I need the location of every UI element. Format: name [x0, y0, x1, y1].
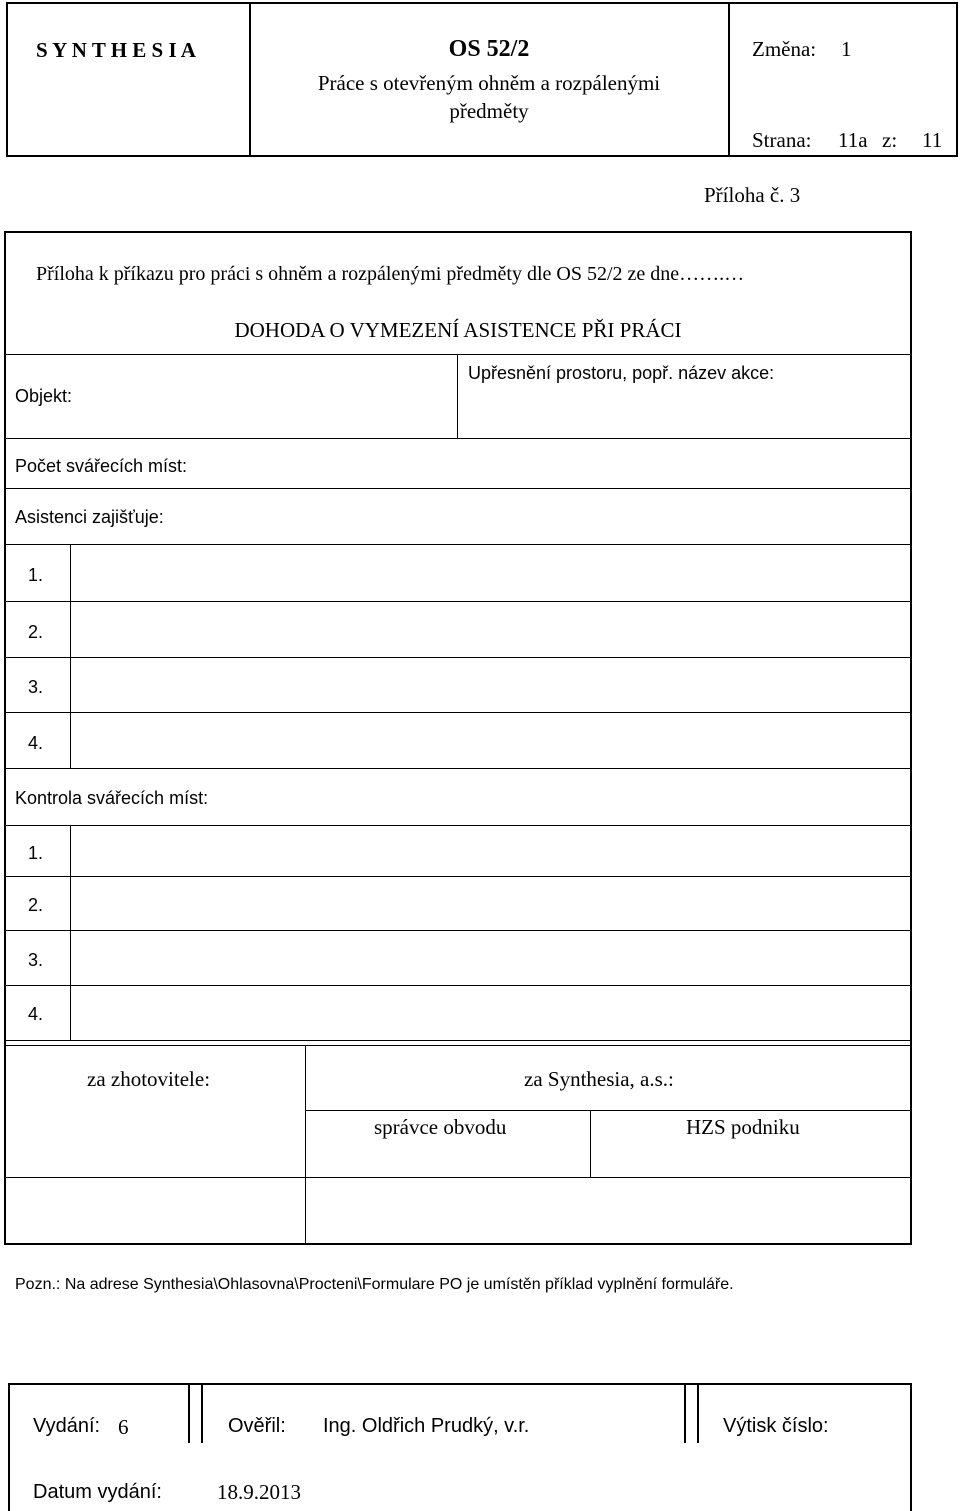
signature-divider	[305, 1045, 306, 1244]
note	[15, 1276, 734, 1294]
assistance-row-number: 4.	[28, 733, 44, 753]
check-row-number: 4.	[28, 1004, 44, 1024]
row-divider	[5, 354, 911, 355]
attachment-label: Příloha č. 3	[704, 183, 801, 207]
synthesia-label: za Synthesia, a.s.:	[524, 1067, 674, 1091]
row-divider	[5, 1040, 911, 1041]
row-divider	[5, 985, 911, 986]
issue-value: 6	[118, 1415, 129, 1439]
row-divider	[5, 488, 911, 489]
page-of-label: z:	[882, 128, 898, 152]
assistance-label: Asistenci zajišťuje:	[15, 507, 164, 527]
copy-number-label: Výtisk číslo:	[723, 1415, 829, 1437]
row-divider	[5, 438, 911, 439]
check-row-number: 2.	[28, 895, 44, 915]
row-divider	[305, 1110, 911, 1111]
welding-count-label: Počet svářecích míst:	[15, 456, 188, 476]
assistance-row-number: 2.	[28, 622, 44, 642]
form-intro: Příloha k příkazu pro práci s ohněm a rozpálenými předměty dle OS 52/2 ze dne…….…	[36, 263, 745, 285]
issue-date-value: 18.9.2013	[217, 1480, 301, 1504]
row-divider	[5, 544, 911, 545]
signature-divider	[590, 1110, 591, 1177]
issue-label: Vydání:	[33, 1415, 101, 1437]
note-prefix: Pozn.:	[15, 1276, 61, 1293]
page-label: Strana:	[752, 128, 812, 152]
form-title: DOHODA O VYMEZENÍ ASISTENCE PŘI PRÁCI	[234, 318, 682, 342]
footer-divider	[697, 1383, 699, 1443]
row-divider	[5, 1045, 911, 1046]
document-code: OS 52/2	[448, 36, 530, 62]
document-title-line2: předměty	[449, 99, 529, 123]
number-column-divider	[70, 825, 71, 1040]
footer-divider	[188, 1383, 190, 1443]
verified-label: Ověřil:	[228, 1415, 286, 1437]
row-divider	[5, 601, 911, 602]
verified-value: Ing. Oldřich Prudký, v.r.	[323, 1415, 530, 1437]
page-value: 11a	[838, 128, 868, 152]
space-label: Upřesnění prostoru, popř. název akce:	[468, 363, 775, 383]
row-divider	[5, 825, 911, 826]
row-divider	[5, 657, 911, 658]
form-box	[4, 231, 912, 1245]
row-divider	[5, 930, 911, 931]
circuit-admin-label: správce obvodu	[374, 1115, 507, 1139]
footer-divider	[201, 1383, 203, 1443]
check-row-number: 1.	[28, 843, 44, 863]
row-divider	[5, 768, 911, 769]
object-label: Objekt:	[15, 386, 73, 406]
row-divider	[5, 876, 911, 877]
row-divider	[5, 712, 911, 713]
note-text: Na adrese Synthesia\Ohlasovna\Procteni\Formulare PO je umístěn příklad vyplnění formuláře.	[64, 1276, 734, 1293]
issue-date-label: Datum vydání:	[33, 1481, 162, 1503]
fire-brigade-label: HZS podniku	[686, 1115, 800, 1139]
company-name: S Y N T H E S I A	[36, 38, 196, 62]
header-divider	[728, 2, 730, 157]
check-label: Kontrola svářecích míst:	[15, 788, 209, 808]
change-label: Změna:	[752, 37, 817, 61]
footer-divider	[684, 1383, 686, 1443]
row-divider	[5, 1177, 911, 1178]
number-column-divider	[70, 544, 71, 768]
assistance-row-number: 3.	[28, 677, 44, 697]
assistance-row-number: 1.	[28, 565, 44, 585]
change-value: 1	[841, 37, 852, 61]
page-total: 11	[922, 128, 943, 152]
object-divider	[457, 354, 458, 438]
document-title-line1: Práce s otevřeným ohněm a rozpálenými	[317, 71, 661, 95]
contractor-label: za zhotovitele:	[87, 1067, 211, 1091]
check-row-number: 3.	[28, 950, 44, 970]
